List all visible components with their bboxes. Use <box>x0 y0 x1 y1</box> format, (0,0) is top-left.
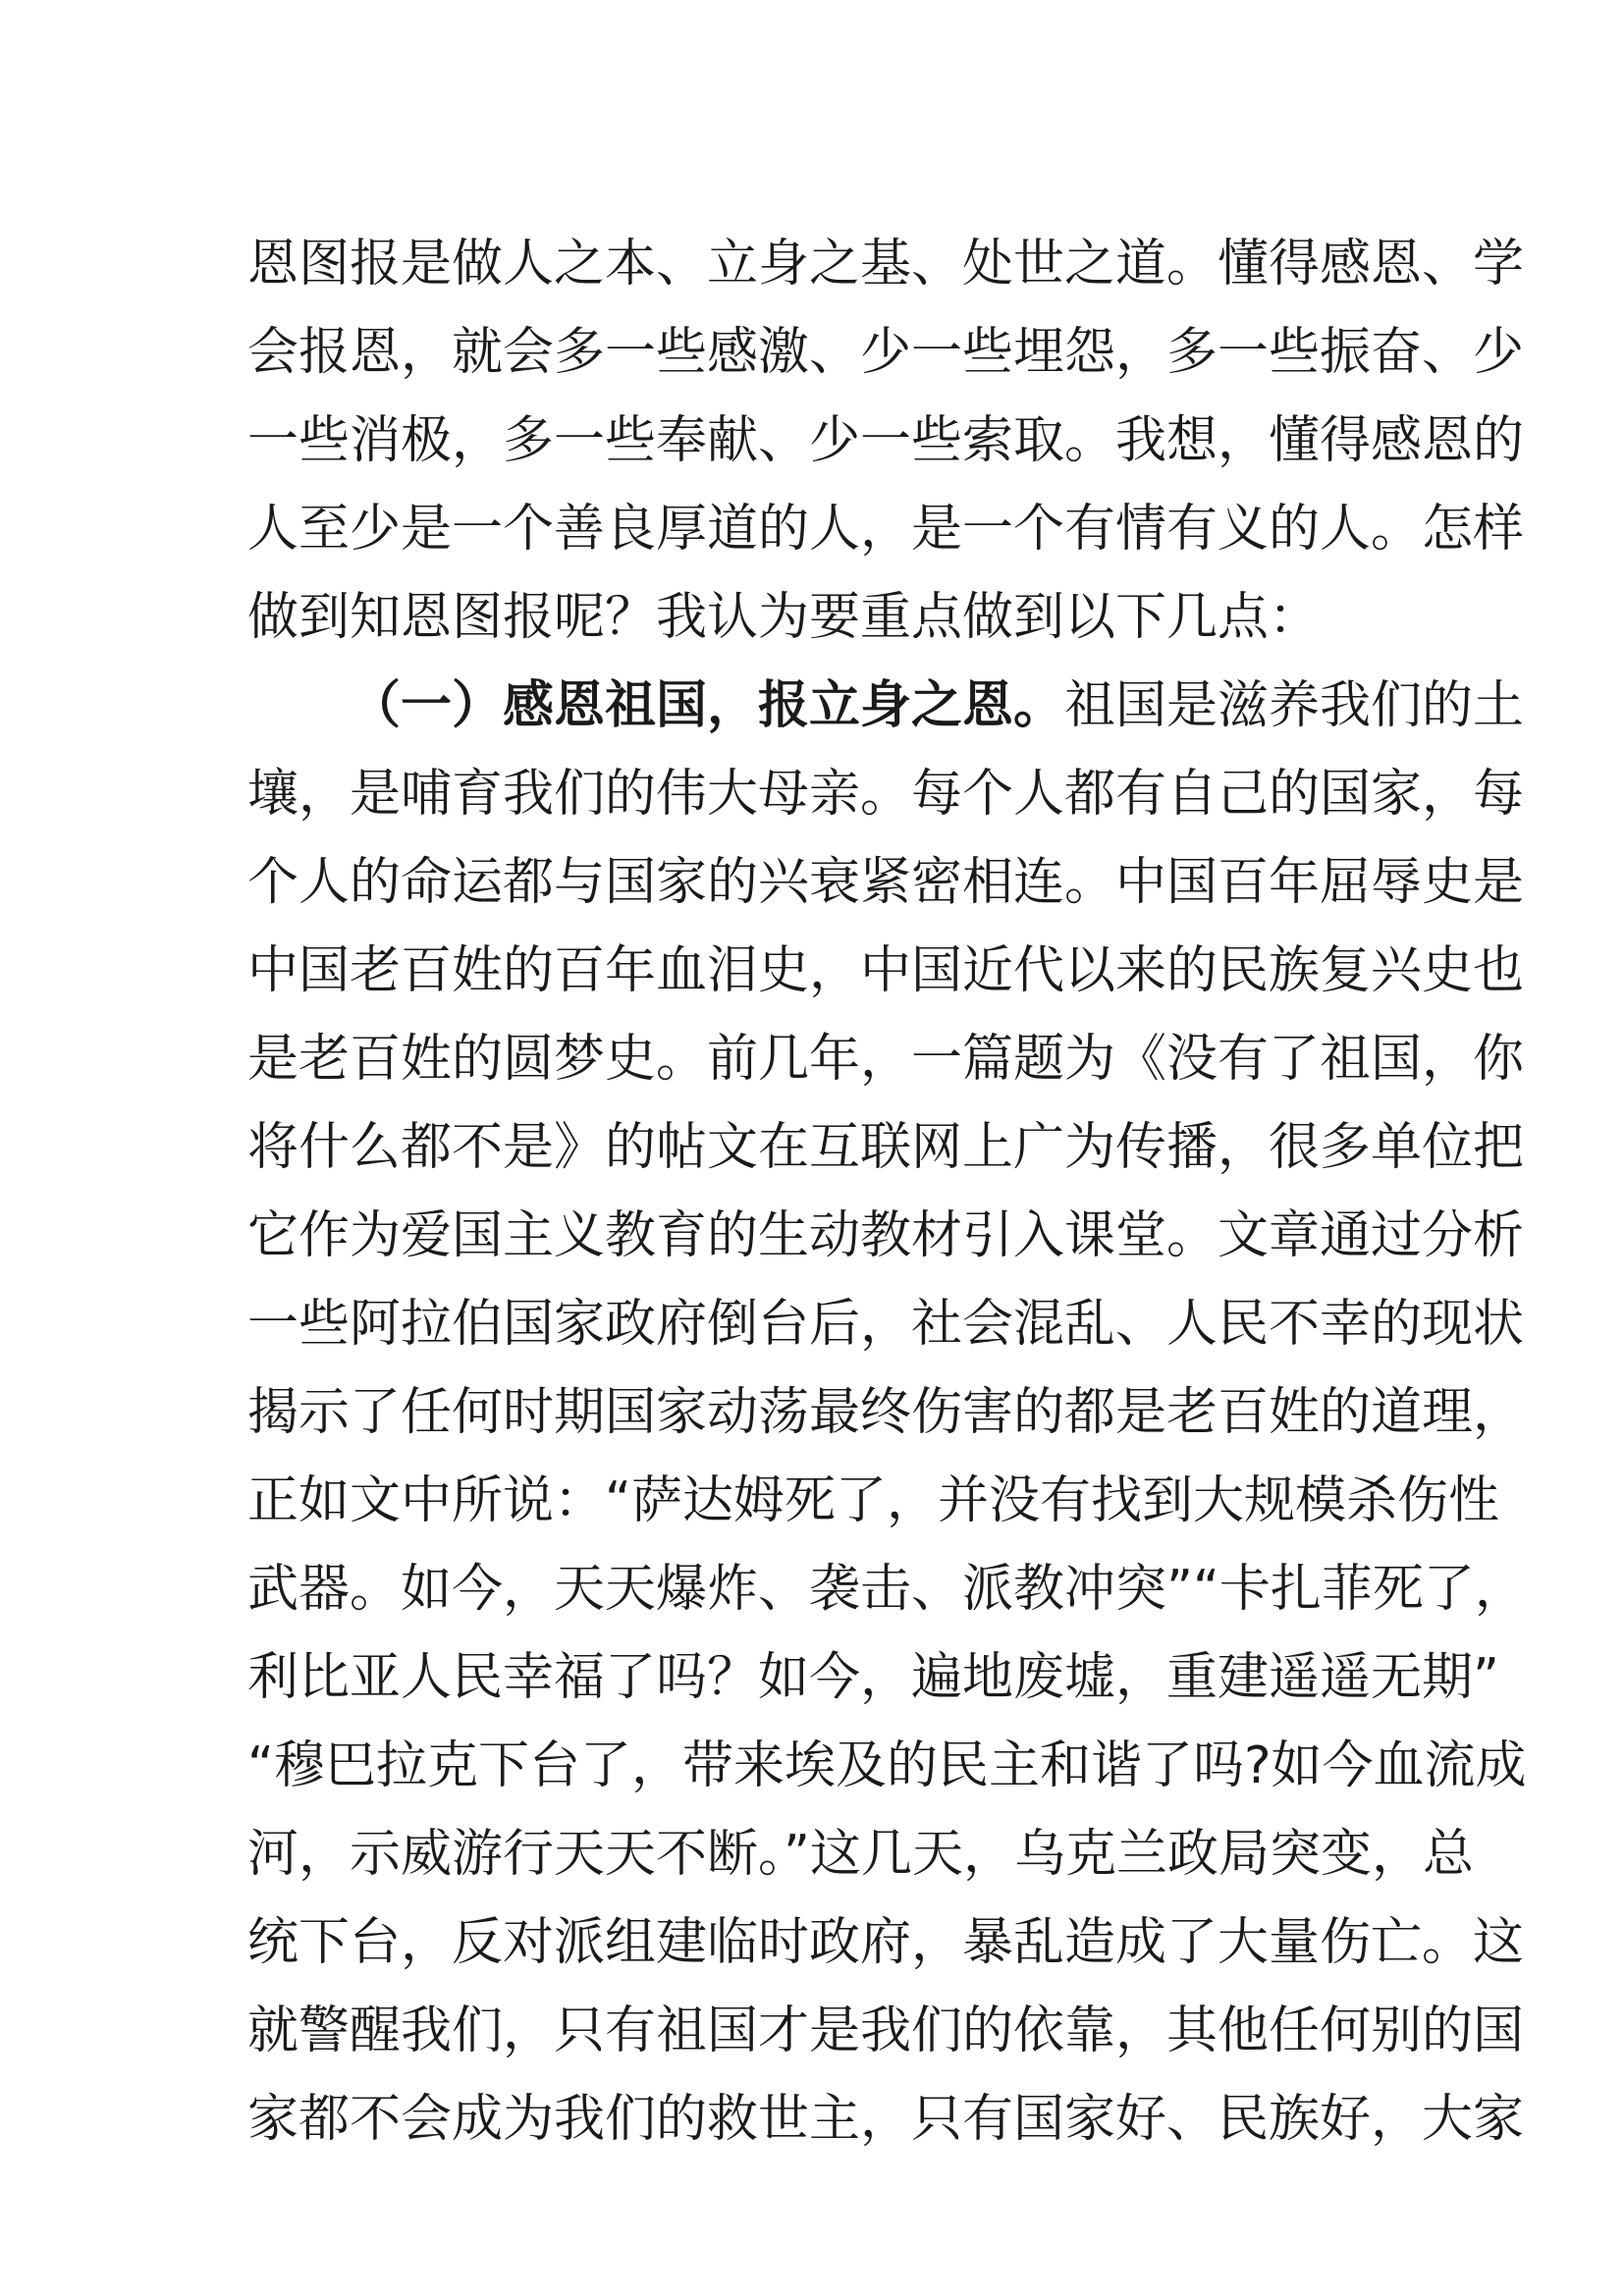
text-line: 恩图报是做人之本、立身之基、处世之道。懂得感恩、学 <box>247 235 1525 294</box>
text-line: 个人的命运都与国家的兴衰紧密相连。中国百年屈辱史是 <box>247 853 1525 912</box>
document-page <box>247 220 1527 2163</box>
text-line: 将什么都不是》的帖文在互联网上广为传播，很多单位把 <box>247 1118 1525 1177</box>
paragraph-first-line <box>247 662 1525 750</box>
text-line: 家都不会成为我们的救世主，只有国家好、民族好，大家 <box>247 2090 1525 2149</box>
text-line: 一些消极，多一些奉献、少一些索取。我想，懂得感恩的 <box>247 411 1525 470</box>
text-line: 武器。如今，天天爆炸、袭击、派教冲突”“卡扎菲死了， <box>247 1560 1526 1619</box>
text-line: 就警醒我们，只有祖国才是我们的依靠，其他任何别的国 <box>247 2002 1525 2060</box>
text-line: 利比亚人民幸福了吗？如今，遍地废墟，重建遥遥无期” <box>247 1648 1499 1707</box>
text-line: 揭示了任何时期国家动荡最终伤害的都是老百姓的道理， <box>247 1383 1525 1442</box>
text-line: 人至少是一个善良厚道的人，是一个有情有义的人。怎样 <box>247 500 1525 559</box>
text-run: 祖国是滋养我们的土 <box>1064 676 1525 735</box>
text-line: 中国老百姓的百年血泪史，中国近代以来的民族复兴史也 <box>247 941 1525 1000</box>
text-line: 是老百姓的圆梦史。前几年，一篇题为《没有了祖国，你 <box>247 1030 1525 1089</box>
paragraph-gratitude-to-motherland <box>247 662 1527 2163</box>
text-line: 统下台，反对派组建临时政府，暴乱造成了大量伤亡。这 <box>247 1913 1525 1972</box>
text-line: 会报恩，就会多一些感激、少一些埋怨，多一些振奋、少 <box>247 323 1525 382</box>
text-line: 壤，是哺育我们的伟大母亲。每个人都有自己的国家，每 <box>247 765 1525 824</box>
section-heading: （一）感恩祖国，报立身之恩。 <box>350 676 1065 735</box>
text-line: 正如文中所说：“萨达姆死了，并没有找到大规模杀伤性 <box>247 1471 1499 1530</box>
text-line: 做到知恩图报呢？我认为要重点做到以下几点： <box>247 588 1321 647</box>
paragraph-intro <box>247 220 1525 662</box>
text-line: 它作为爱国主义教育的生动教材引入课堂。文章通过分析 <box>247 1206 1525 1265</box>
text-line: “穆巴拉克下台了，带来埃及的民主和谐了吗?如今血流成 <box>247 1736 1527 1795</box>
text-line: 河，示威游行天天不断。”这几天，乌克兰政局突变，总 <box>247 1825 1474 1884</box>
text-line: 一些阿拉伯国家政府倒台后，社会混乱、人民不幸的现状 <box>247 1295 1525 1354</box>
